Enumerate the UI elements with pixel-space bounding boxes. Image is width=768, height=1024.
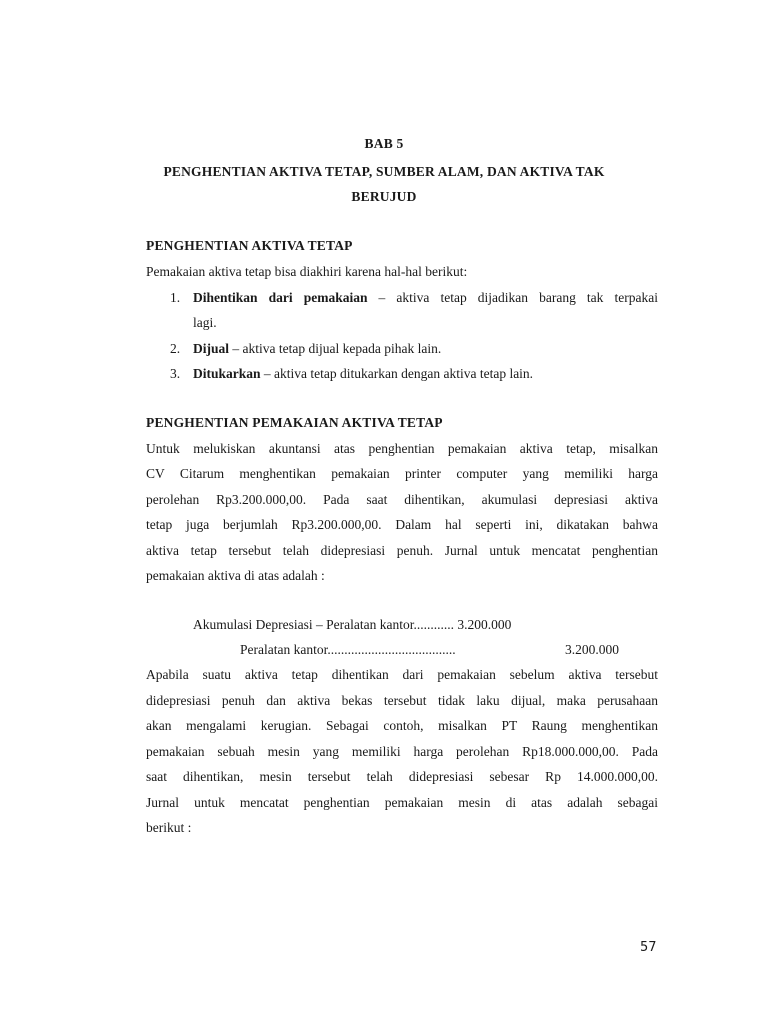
list-item-number: 2. [170, 341, 181, 356]
paragraph-line: CV Citarum menghentikan pemakaian printer computer yang memiliki harga [146, 466, 658, 481]
journal-credit-account: Peralatan kantor [240, 642, 328, 657]
paragraph-line: Apabila suatu aktiva tetap dihentikan dari pemakaian sebelum aktiva tersebut [146, 667, 658, 682]
section-heading-penghentian: PENGHENTIAN AKTIVA TETAP [146, 238, 353, 253]
chapter-label: BAB 5 [364, 136, 404, 151]
paragraph-line: akan mengalami kerugian. Sebagai contoh, misalkan PT Raung menghentikan [146, 718, 658, 733]
list-item-term: Dihentikan dari pemakaian [193, 290, 368, 305]
paragraph-line: didepresiasi penuh dan aktiva bekas tersebut tidak laku dijual, maka perusahaan [146, 693, 658, 708]
paragraph-line: tetap juga berjumlah Rp3.200.000,00. Dalam hal seperti ini, dikatakan bahwa [146, 517, 658, 532]
journal-credit-dots: ...................................... [327, 642, 456, 657]
list-item-number: 1. [170, 290, 181, 305]
list-item-continuation: lagi. [193, 315, 217, 330]
list-item-desc: – aktiva tetap dijadikan barang tak terpakai [367, 290, 658, 305]
list-item-text [193, 290, 658, 306]
journal-debit-dots: ............ [413, 617, 454, 632]
chapter-title-line1: PENGHENTIAN AKTIVA TETAP, SUMBER ALAM, DAN AKTIVA TAK [163, 164, 605, 179]
journal-credit-amount: 3.200.000 [565, 642, 619, 657]
list-item-text [193, 366, 533, 382]
list-item-desc: – aktiva tetap ditukarkan dengan aktiva tetap lain. [260, 366, 534, 381]
list-item-term: Ditukarkan [193, 366, 261, 381]
list-item-number: 3. [170, 366, 181, 381]
journal-debit-amount: 3.200.000 [457, 617, 512, 632]
paragraph-line: berikut : [146, 820, 192, 835]
paragraph-line: aktiva tetap tersebut telah didepresiasi penuh. Jurnal untuk mencatat penghentian [146, 543, 658, 558]
list-item-text [193, 341, 441, 357]
section-intro: Pemakaian aktiva tetap bisa diakhiri karena hal-hal berikut: [146, 264, 468, 279]
list-item-term: Dijual [193, 341, 230, 356]
paragraph-line: pemakaian aktiva di atas adalah : [146, 568, 325, 583]
paragraph-line: saat dihentikan, mesin tersebut telah didepresiasi sebesar Rp 14.000.000,00. [146, 769, 658, 784]
paragraph-line: Untuk melukiskan akuntansi atas penghentian pemakaian aktiva tetap, misalkan [146, 441, 658, 456]
journal-debit-account: Akumulasi Depresiasi – Peralatan kantor [193, 617, 414, 632]
page-number: 57 [640, 940, 657, 955]
section-heading-pemakaian: PENGHENTIAN PEMAKAIAN AKTIVA TETAP [146, 415, 443, 430]
journal-credit-line [240, 642, 456, 658]
paragraph-line: pemakaian sebuah mesin yang memiliki harga perolehan Rp18.000.000,00. Pada [146, 744, 658, 759]
journal-debit-line [193, 617, 511, 633]
list-item-desc: – aktiva tetap dijual kepada pihak lain. [229, 341, 442, 356]
paragraph-line: perolehan Rp3.200.000,00. Pada saat dihentikan, akumulasi depresiasi aktiva [146, 492, 658, 507]
paragraph-line: Jurnal untuk mencatat penghentian pemakaian mesin di atas adalah sebagai [146, 795, 658, 810]
chapter-title-line2: BERUJUD [351, 189, 417, 204]
